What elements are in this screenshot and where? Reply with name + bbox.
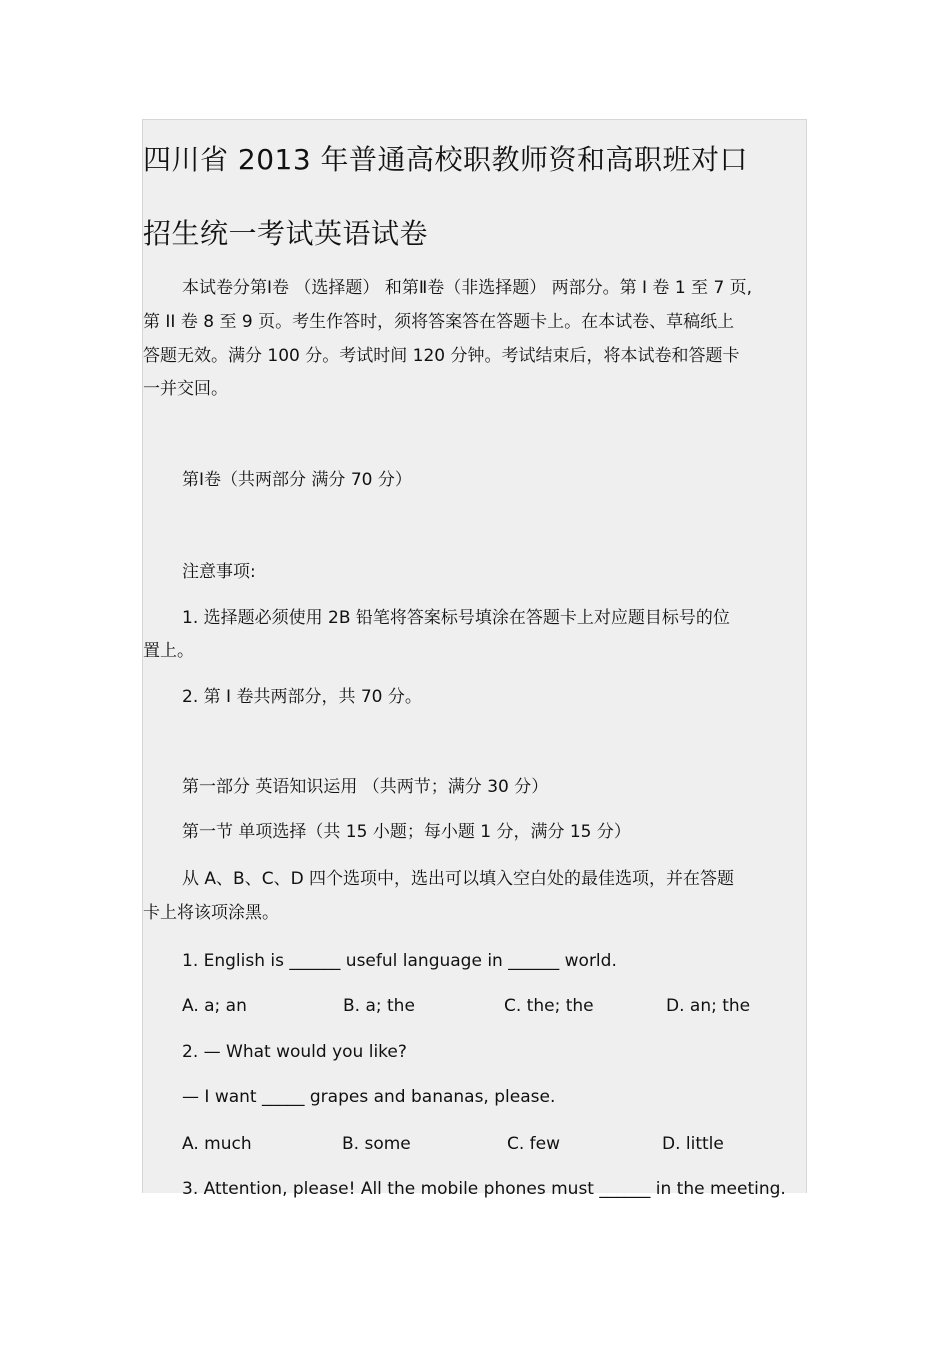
question-1-option-c: C. the; the (504, 996, 594, 1016)
question-1-option-d: D. an; the (666, 996, 751, 1016)
question-1-option-b: B. a; the (343, 996, 415, 1016)
question-2-option-b: B. some (342, 1134, 411, 1154)
note-1-line-2: 置上。 (143, 641, 194, 661)
section-1-heading: 第一部分 英语知识运用 （共两节；满分 30 分） (182, 777, 549, 797)
question-2-reply: — I want _____ grapes and bananas, please. (182, 1087, 556, 1107)
part1-heading: 第Ⅰ卷（共两部分 满分 70 分） (182, 470, 412, 490)
instruction-line-1: 从 A、B、C、D 四个选项中，选出可以填入空白处的最佳选项，并在答题 (182, 869, 735, 889)
question-2-option-a: A. much (182, 1134, 252, 1154)
intro-line-1: 本试卷分第Ⅰ卷 （选择题） 和第Ⅱ卷（非选择题） 两部分。第 I 卷 1 至 7 页, (182, 278, 753, 298)
question-1-option-a: A. a; an (182, 996, 247, 1016)
question-1-stem: 1. English is ______ useful language in ______ world. (182, 951, 617, 971)
intro-line-2: 第 II 卷 8 至 9 页。考生作答时，须将答案答在答题卡上。在本试卷、草稿纸上 (143, 312, 735, 332)
note-1-line-1: 1. 选择题必须使用 2B 铅笔将答案标号填涂在答题卡上对应题目标号的位 (182, 608, 730, 628)
instruction-line-2: 卡上将该项涂黑。 (143, 903, 279, 923)
question-2-option-d: D. little (662, 1134, 724, 1154)
question-2-option-c: C. few (507, 1134, 561, 1154)
document-title-line-2: 招生统一考试英语试卷 (143, 217, 429, 250)
intro-line-4: 一并交回。 (143, 379, 228, 399)
notes-heading: 注意事项: (182, 562, 256, 582)
question-3-stem: 3. Attention, please! All the mobile phones must ______ in the meeting. (182, 1179, 786, 1199)
note-2: 2. 第 I 卷共两部分，共 70 分。 (182, 687, 422, 707)
subsection-1-heading: 第一节 单项选择（共 15 小题；每小题 1 分，满分 15 分） (182, 822, 631, 842)
document-title-line-1: 四川省 2013 年普通高校职教师资和高职班对口 (143, 143, 749, 176)
question-2-stem: 2. — What would you like? (182, 1042, 407, 1062)
intro-line-3: 答题无效。满分 100 分。考试时间 120 分钟。考试结束后，将本试卷和答题卡 (143, 346, 740, 366)
